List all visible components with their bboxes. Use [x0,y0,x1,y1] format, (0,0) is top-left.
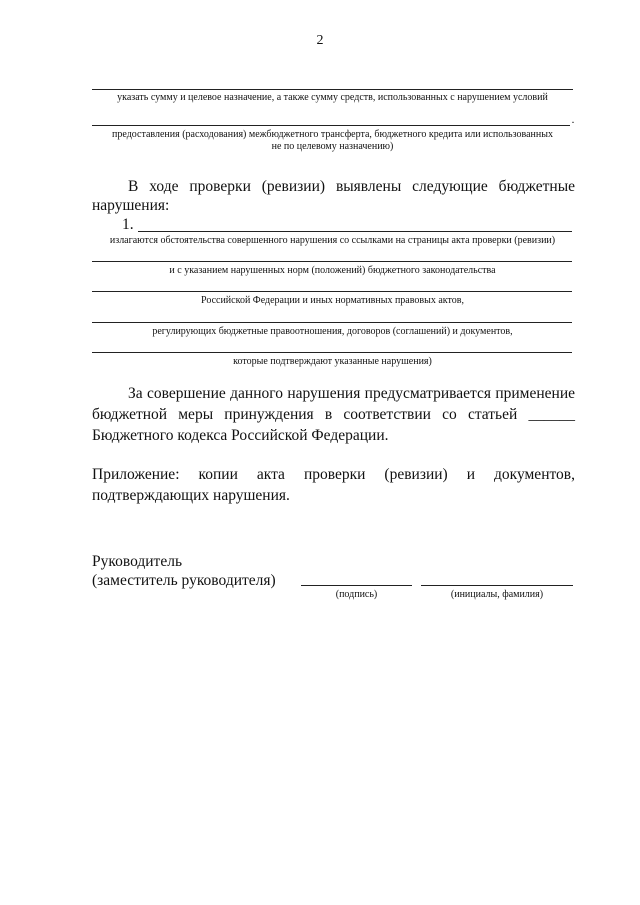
violation-line-3 [92,291,572,292]
initials-line [421,585,573,586]
violations-intro-2: нарушения: [92,197,170,214]
field-line-1 [92,89,573,90]
violation-caption-3: Российской Федерации и иных нормативных правовых актов, [201,295,464,306]
violation-caption-2: и с указанием нарушенных норм (положений) бюджетного законодательства [169,265,496,276]
violation-line-4 [92,322,572,323]
violation-line-5 [92,352,572,353]
signature-caption: (подпись) [335,589,378,600]
page-number: 2 [316,33,324,48]
measure-text-2: бюджетной меры принуждения в соответствии со статьей ______ [92,406,575,423]
initials-caption: (инициалы, фамилия) [450,589,544,600]
item-number: 1. [122,216,134,233]
attachment-text-2: подтверждающих нарушения. [92,487,290,504]
signer-subtitle: (заместитель руководителя) [92,572,276,589]
field-caption-1: указать сумму и целевое назначение, а также сумму средств, использованных с нарушением условий [117,92,548,103]
signer-title: Руководитель [92,553,183,570]
measure-text-1: За совершение данного нарушения предусматривается применение [128,385,575,402]
violation-caption-1: излагаются обстоятельства совершенного нарушения со ссылками на страницы акта проверки (ревизии) [109,235,556,246]
measure-text-3: Бюджетного кодекса Российской Федерации. [92,427,389,444]
violation-caption-5: которые подтверждают указанные нарушения) [233,356,432,367]
violation-line-1 [138,231,572,232]
field-caption-2b: не по целевому назначению) [271,141,394,152]
violations-intro: В ходе проверки (ревизии) выявлены следующие бюджетные [128,178,575,195]
field-caption-2a: предоставления (расходования) межбюджетного трансферта, бюджетного кредита или использованных [112,129,553,140]
violation-line-2 [92,261,572,262]
field-line-2 [92,125,570,126]
field-end-dot: . [571,112,575,126]
violation-caption-4: регулирующих бюджетные правоотношения, договоров (соглашений) и документов, [152,326,513,337]
attachment-text-1: Приложение: копии акта проверки (ревизии) и документов, [92,466,575,483]
signature-line [301,585,412,586]
